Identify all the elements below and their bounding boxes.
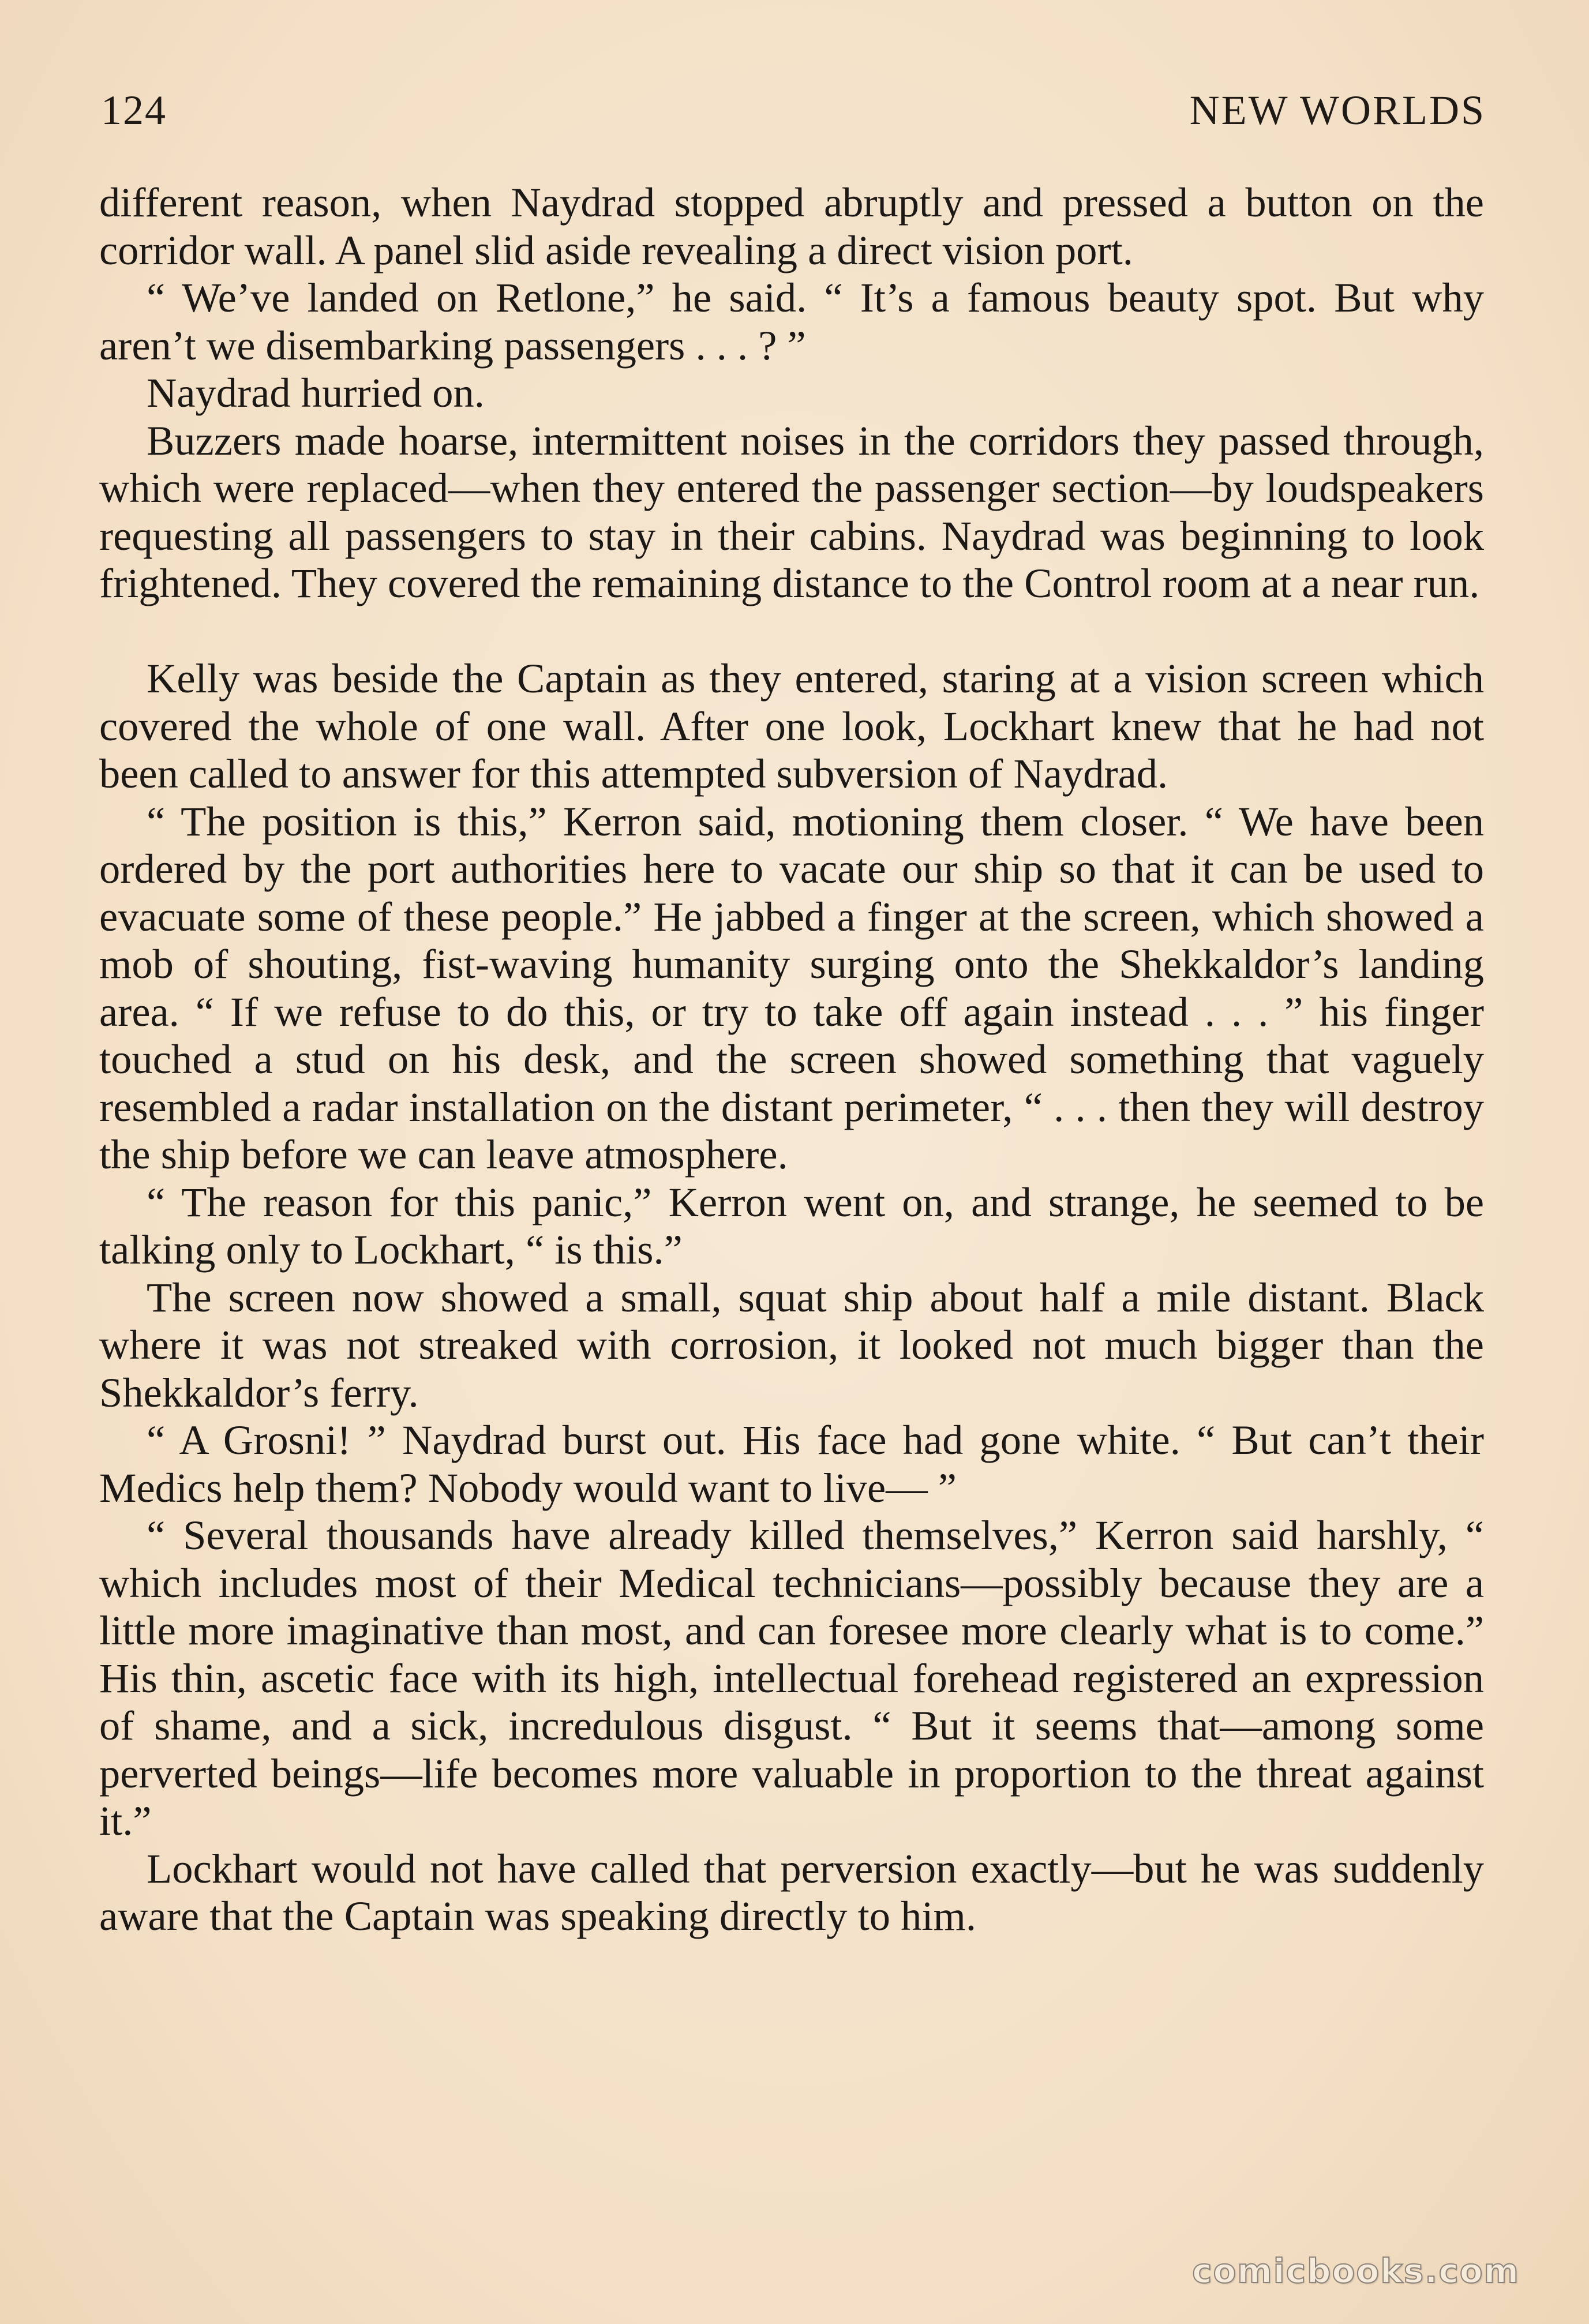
paragraph: Buzzers made hoarse, intermittent noises in the corridors they passed through, which were replaced—when they entered the passenger section—by loudspeakers requesting all passengers to stay in their cabins. Naydrad was beginning to look frightened. They covered the remaining distance to the Control room at a near run. xyxy=(99,417,1484,606)
page-number: 124 xyxy=(101,87,167,133)
paragraph: “ The position is this,” Kerron said, motioning them closer. “ We have been ordered by the port authorities here to vacate our ship so that it can be used to evacuate some of these people.” He jabbed a finger at the screen, which showed a mob of shouting, fist-waving humanity surging onto the Shekkaldor’s landing area. “ If we refuse to do this, or try to take off again instead . . . ” his finger touched a stud on his desk, and the screen showed something that vaguely resembled a radar installation on the distant perimeter, “ . . . then they will destroy the ship before we can leave atmosphere. xyxy=(99,797,1484,1178)
paragraph: Lockhart would not have called that perversion exactly—but he was suddenly aware that the Captain was speaking directly to him. xyxy=(99,1845,1484,1939)
paragraph: Naydrad hurried on. xyxy=(147,369,485,416)
section-break xyxy=(99,608,1484,655)
paragraph: The screen now showed a small, squat ship about half a mile distant. Black where it was not streaked with corrosion, it looked not much bigger than the Shekkaldor’s ferry. xyxy=(99,1273,1484,1416)
watermark-logo: comicbooks.com xyxy=(1192,2251,1520,2291)
paragraph: “ We’ve landed on Retlone,” he said. “ It’s a famous beauty spot. But why aren’t we disembarking passengers . . . ? ” xyxy=(99,274,1484,369)
paragraph: different reason, when Naydrad stopped abruptly and pressed a button on the corridor wall. A panel slid aside revealing a direct vision port. xyxy=(99,179,1484,273)
body-text xyxy=(99,179,1484,1940)
paragraph: “ A Grosni! ” Naydrad burst out. His face had gone white. “ But can’t their Medics help them? Nobody would want to live— ” xyxy=(99,1416,1484,1511)
paragraph: “ The reason for this panic,” Kerron went on, and strange, he seemed to be talking only to Lockhart, “ is this.” xyxy=(99,1178,1484,1273)
running-title: NEW WORLDS xyxy=(1189,87,1486,133)
paragraph: Kelly was beside the Captain as they entered, staring at a vision screen which covered the whole of one wall. After one look, Lockhart knew that he had not been called to answer for this attempted subversion of Naydrad. xyxy=(99,655,1484,797)
page-header xyxy=(101,87,1486,150)
paragraph: “ Several thousands have already killed themselves,” Kerron said harshly, “ which includes most of their Medical technicians—possibly because they are a little more imaginative than most, and can foresee more clearly what is to come.” His thin, ascetic face with its high, intellectual forehead registered an expression of shame, and a sick, incredulous disgust. “ But it seems that—among some perverted beings—life becomes more valuable in proportion to the threat against it.” xyxy=(99,1512,1484,1844)
